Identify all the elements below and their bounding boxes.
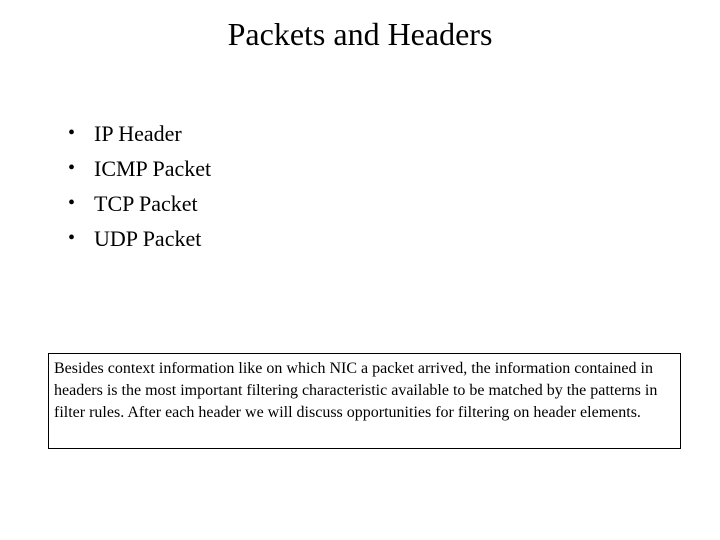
- bullet-item-icmp-packet: [68, 151, 211, 186]
- bullet-item-udp-packet: [68, 221, 211, 256]
- note-box: [48, 353, 681, 449]
- bullet-icon: •: [68, 192, 76, 214]
- bullet-label: ICMP Packet: [94, 156, 212, 181]
- bullet-label: TCP Packet: [94, 191, 198, 216]
- bullet-item-ip-header: [68, 116, 211, 151]
- bullet-label: UDP Packet: [94, 226, 202, 251]
- slide-title: Packets and Headers: [227, 16, 493, 52]
- note-text: Besides context information like on which NIC a packet arrived, the information contained in headers is the most important filtering characteristic available to be matched by the patterns in filter rules. After each header we will discuss opportunities for filtering on header elements.: [54, 360, 658, 421]
- bullet-icon: •: [68, 157, 76, 179]
- bullet-label: IP Header: [94, 121, 182, 146]
- bullet-icon: •: [68, 227, 76, 249]
- bullet-item-tcp-packet: [68, 186, 211, 221]
- bullet-icon: •: [68, 122, 76, 144]
- bullet-list: [68, 116, 211, 256]
